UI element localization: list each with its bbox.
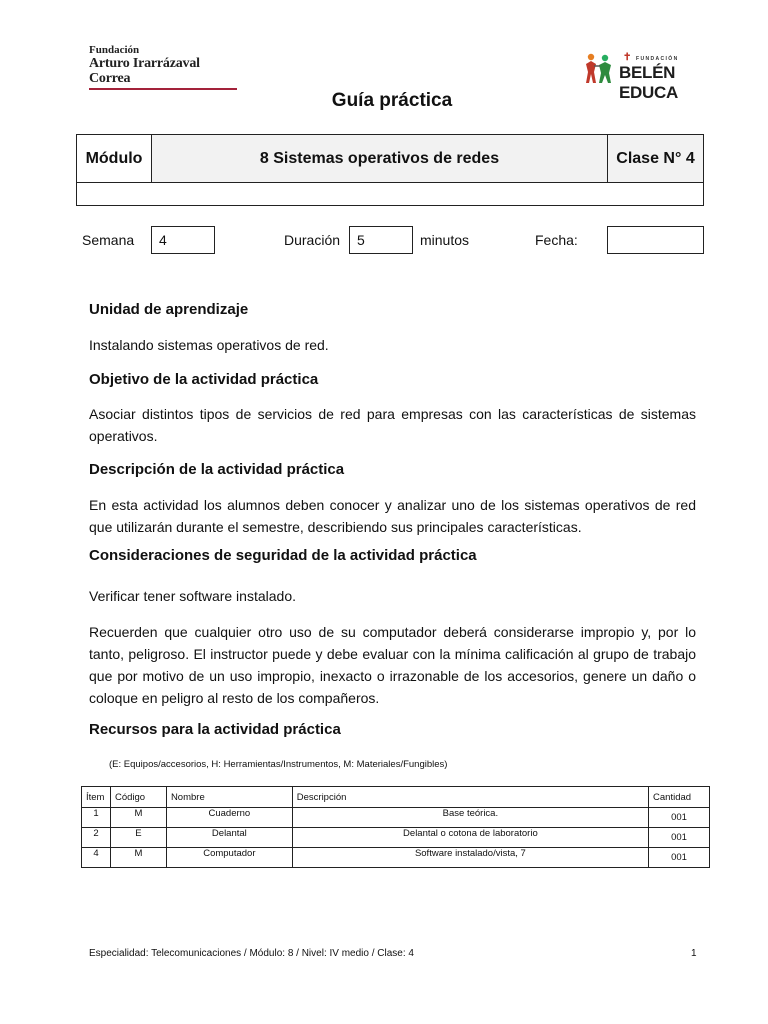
section-heading-seguridad: Consideraciones de seguridad de la actividad práctica [89,547,477,564]
cell-codigo: M [110,808,166,828]
duracion-field[interactable]: 5 [349,226,413,254]
section-heading-objetivo: Objetivo de la actividad práctica [89,371,319,388]
cell-item: 2 [82,828,111,848]
cell-nombre: Delantal [166,828,292,848]
resources-header-row [82,787,710,808]
section-heading-descripcion: Descripción de la actividad práctica [89,461,345,478]
fecha-field[interactable] [607,226,704,254]
minutos-label: minutos [420,232,470,248]
cell-item: 1 [82,808,111,828]
cell-descripcion: Delantal o cotona de laboratorio [292,828,648,848]
section-heading-unidad: Unidad de aprendizaje [89,301,249,318]
cell-item: 4 [82,848,111,868]
cell-cantidad: 001 [649,808,710,828]
logo-right-big: BELÉN EDUCA [619,63,678,102]
col-header-item: Ítem [82,787,111,808]
semana-field[interactable]: 4 [151,226,215,254]
section-text-seguridad-1: Verificar tener software instalado. [89,588,296,604]
children-figures-icon [583,52,619,86]
page-footer: Especialidad: Telecomunicaciones / Módulo: 8 / Nivel: IV medio / Clase: 4 [89,948,414,959]
clase-label: Clase N° 4 [608,135,703,182]
semana-label: Semana [82,232,135,248]
section-text-unidad: Instalando sistemas operativos de red. [89,337,329,353]
section-text-objetivo: Asociar distintos tipos de servicios de red para empresas con las características de sistemas operativos. [89,406,696,444]
modulo-label: Módulo [77,135,152,182]
cell-codigo: E [110,828,166,848]
modulo-value: 8 Sistemas operativos de redes [152,135,608,182]
belen-educa-logo [583,52,728,102]
col-header-codigo: Código [110,787,166,808]
table-row [82,808,710,828]
cell-cantidad: 001 [649,848,710,868]
duracion-label: Duración [284,232,341,248]
cell-nombre: Computador [166,848,292,868]
col-header-cantidad: Cantidad [649,787,710,808]
page-title: Guía práctica [331,90,453,111]
page-number: 1 [691,948,697,959]
cell-codigo: M [110,848,166,868]
logo-right-small: FUNDACIÓN [636,56,679,62]
cross-icon: ✝ [623,52,632,63]
logo-left-line1: Fundación [89,44,140,56]
header-row [77,135,703,183]
fecha-label: Fecha: [535,232,578,248]
recursos-legend-note: (E: Equipos/accesorios, H: Herramientas/Instrumentos, M: Materiales/Fungibles) [109,759,448,770]
col-header-nombre: Nombre [166,787,292,808]
logo-left-line2: Arturo Irarrázaval Correa [89,56,200,86]
resources-table [81,786,710,868]
cell-descripcion: Base teórica. [292,808,648,828]
header-table [76,134,704,206]
cell-descripcion: Software instalado/vista, 7 [292,848,648,868]
section-text-descripcion: En esta actividad los alumnos deben conocer y analizar uno de los sistemas operativos de red que utilizarán durante el semestre, describiendo sus principales características. [89,497,696,535]
col-header-descripcion: Descripción [292,787,648,808]
fundacion-aic-logo [89,44,239,90]
table-row [82,828,710,848]
cell-nombre: Cuaderno [166,808,292,828]
section-text-seguridad-2: Recuerden que cualquier otro uso de su computador deberá considerarse impropio y, por lo tanto, peligroso. El instructor puede y debe evaluar con la mínima calificación al grupo de trabajo que por motivo de un uso impropio, inexacto o irrazonable de los accesorios, genere un daño o coloque en peligro al resto de los compañeros. [89,624,696,706]
cell-cantidad: 001 [649,828,710,848]
section-heading-recursos: Recursos para la actividad práctica [89,721,341,738]
table-row [82,848,710,868]
